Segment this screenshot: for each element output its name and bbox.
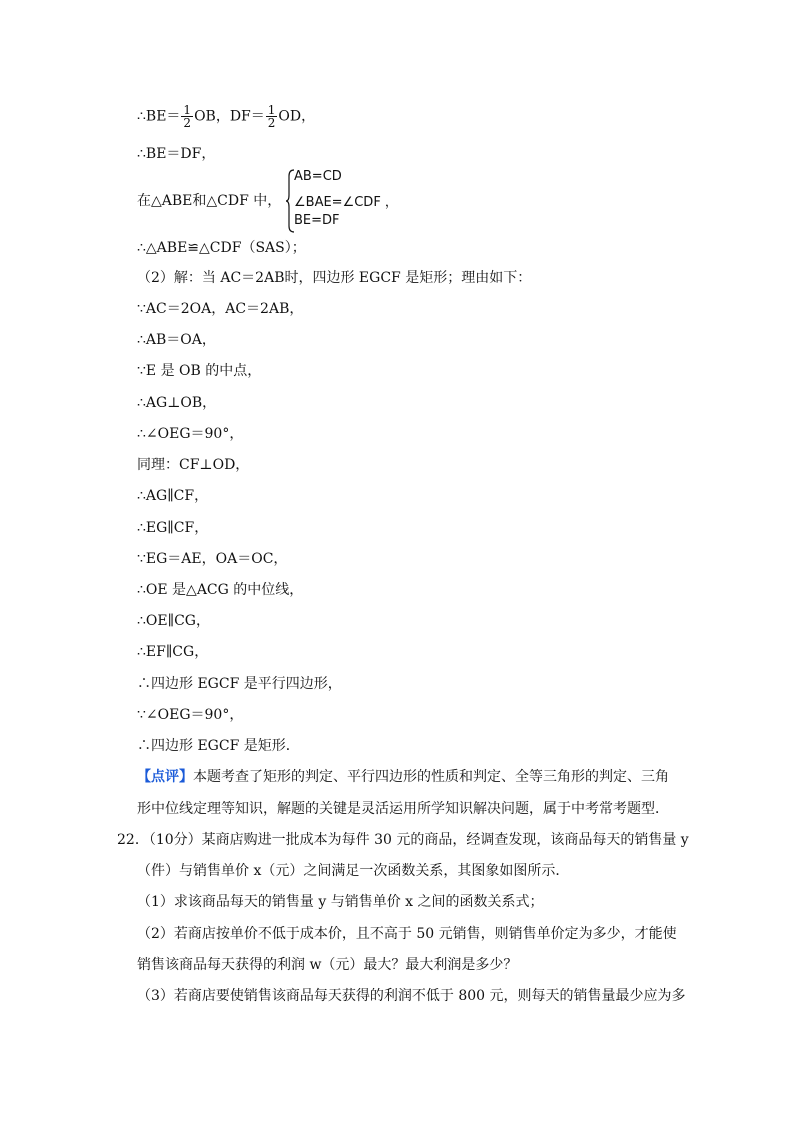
text-segment: OB，DF＝ [194, 108, 265, 125]
proof-line-16: ∴OE∥CG， [137, 613, 210, 629]
proof-line-20: ∴四边形 EGCF 是矩形． [137, 738, 300, 754]
proof-line-2: ∴BE＝DF， [137, 146, 216, 162]
proof-line-14: ∵EG＝AE，OA＝OC， [137, 551, 288, 567]
proof-line-15: ∴OE 是△ACG 的中位线， [137, 582, 304, 598]
question-22-sub-2-line-1: （2）若商店按单价不低于成本价，且不高于 50 元销售，则销售单价定为多少，才能使 [137, 926, 677, 942]
comment-tag: 【点评】 [137, 769, 193, 785]
text-segment: OD， [278, 108, 316, 125]
proof-line-1 [137, 104, 315, 129]
question-22-sub-1: （1）求该商品每天的销售量 y 与销售单价 x 之间的函数关系式； [137, 894, 544, 910]
question-22-sub-2-line-2: 销售该商品每天获得的利润 w（元）最大？最大利润是多少？ [137, 957, 518, 973]
question-22-line-2: （件）与销售单价 x（元）之间满足一次函数关系，其图象如图所示． [137, 863, 570, 879]
proof-line-12: ∴AG∥CF， [137, 488, 209, 504]
system-row-3: BE=DF [294, 213, 340, 228]
text-segment: ∴BE＝ [137, 108, 181, 125]
system-row-1: AB=CD [294, 169, 342, 184]
proof-line-8: ∵E 是 OB 的中点， [137, 363, 262, 379]
question-22-line-1: 22．（10分）某商店购进一批成本为每件 30 元的商品，经调查发现，该商品每天的销售量 y [117, 832, 689, 848]
proof-line-11: 同理：CF⊥OD， [137, 457, 250, 473]
proof-line-5: （2）解：当 AC＝2AB时，四边形 EGCF 是矩形；理由如下： [137, 270, 532, 286]
proof-line-3: 在△ABE和△CDF 中， [137, 193, 282, 209]
proof-line-10: ∴∠OEG＝90°， [137, 426, 244, 442]
fraction-half: $\frac{1}{2}$ [267, 103, 276, 130]
proof-line-4: ∴△ABE≌△CDF（SAS）； [137, 240, 306, 256]
proof-line-19: ∵∠OEG＝90°， [137, 707, 244, 723]
proof-line-18: ∴四边形 EGCF 是平行四边形， [137, 676, 342, 692]
fraction-half: $\frac{1}{2}$ [183, 103, 192, 130]
question-22-sub-3-line-1: （3）若商店要使销售该商品每天获得的利润不低于 800 元，则每天的销售量最少应为多 [137, 988, 686, 1004]
proof-line-7: ∴AB＝OA， [137, 332, 216, 348]
comment-line-2: 形中位线定理等知识，解题的关键是灵活运用所学知识解决问题，属于中考常考题型． [137, 801, 669, 817]
proof-line-13: ∴EG∥CF， [137, 520, 209, 536]
proof-line-9: ∴AG⊥OB， [137, 395, 217, 411]
system-row-2: ∠BAE=∠CDF ， [294, 195, 398, 210]
proof-line-17: ∴EF∥CG， [137, 644, 209, 660]
comment-text: 本题考查了矩形的判定、平行四边形的性质和判定、全等三角形的判定、三角 [193, 769, 669, 785]
proof-line-6: ∵AC＝2OA，AC＝2AB， [137, 301, 304, 317]
equation-system [286, 168, 406, 234]
comment-line-1 [137, 767, 669, 787]
